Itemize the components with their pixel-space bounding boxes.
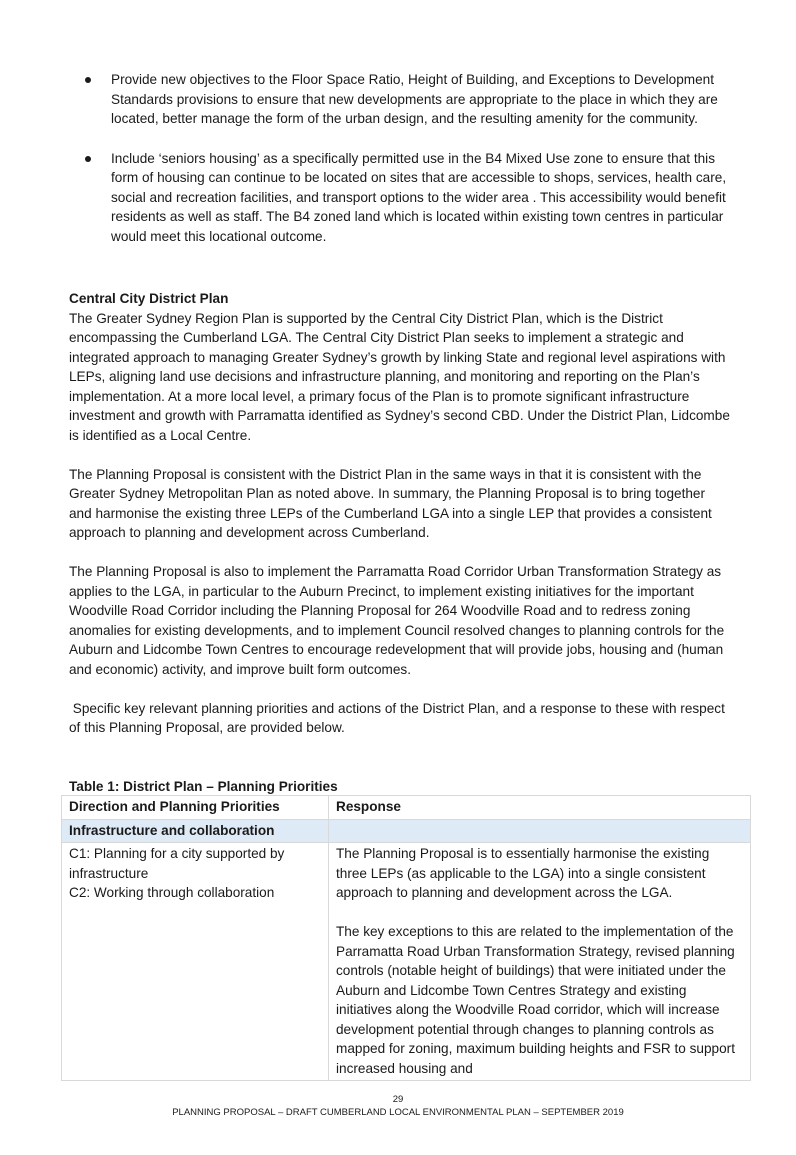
bullet-text: Provide new objectives to the Floor Space Ratio, Height of Building, and Exceptions to Development Standards provisions to ensure that new developments are appropriate to the place in which they are located, better manage the form of the urban design, and the resulting amenity for the community.	[111, 72, 718, 126]
group-label: Infrastructure and collaboration	[62, 819, 329, 843]
group-label-spacer	[329, 819, 751, 843]
bullet-dot-icon	[85, 77, 91, 83]
paragraph: The Planning Proposal is consistent with the District Plan in the same ways in that it is consistent with the Greater Sydney Metropolitan Plan as noted above. In summary, the Planning Proposal is to bring together and harmonise the existing three LEPs of the Cumberland LGA into a single LEP that provides a consistent approach to planning and development across Cumberland.	[69, 466, 712, 540]
response-paragraph: The key exceptions to this are related to the implementation of the Parramatta Road Urban Transformation Strategy, revised planning controls (notable height of buildings) that were initiated under the Auburn and Lidcombe Town Centres Strategy and existing initiatives along the Woodville Road corridor, which will increase development potential through changes to planning controls as mapped for zoning, maximum building heights and FSR to support increased housing and	[336, 924, 735, 1076]
response-cell	[329, 843, 751, 1081]
page-number: 29	[392, 1094, 404, 1105]
bullet-item	[83, 70, 733, 129]
district-plan-section	[69, 289, 731, 738]
bullet-list	[83, 70, 733, 266]
priority-item: C2: Working through collaboration	[69, 885, 275, 900]
table-title: Table 1: District Plan – Planning Priorities	[69, 779, 338, 794]
response-paragraph: The Planning Proposal is to essentially harmonise the existing three LEPs (as applicable to the LGA) into a single consistent approach to planning and development across the LGA.	[336, 846, 710, 900]
bullet-dot-icon	[85, 156, 91, 162]
column-header: Response	[329, 796, 751, 820]
table-row	[62, 843, 751, 1081]
paragraph: Specific key relevant planning priorities and actions of the District Plan, and a response to these with respect of this Planning Proposal, are provided below.	[69, 700, 729, 735]
table-group-row	[62, 819, 751, 843]
running-footer: PLANNING PROPOSAL – DRAFT CUMBERLAND LOCAL ENVIRONMENTAL PLAN – SEPTEMBER 2019	[172, 1107, 624, 1118]
priority-cell	[62, 843, 329, 1081]
paragraph: The Planning Proposal is also to implement the Parramatta Road Corridor Urban Transformation Strategy as applies to the LGA, in particular to the Auburn Precinct, to implement existing initiatives for the important Woodville Road Corridor including the Planning Proposal for 264 Woodville Road and to redress zoning anomalies for existing developments, and to implement Council resolved changes to planning controls for the Auburn and Lidcombe Town Centres to encourage redevelopment that will provide jobs, housing and (human and economic) activity, and improve built form outcomes.	[69, 564, 725, 677]
column-header: Direction and Planning Priorities	[62, 796, 329, 820]
section-heading: Central City District Plan	[69, 291, 229, 306]
paragraph: The Greater Sydney Region Plan is supported by the Central City District Plan, which is the District encompassing the Cumberland LGA. The Central City District Plan seeks to implement a strategic and integrated approach to managing Greater Sydney’s growth by linking State and regional level aspirations with LEPs, aligning land use decisions and infrastructure planning, and monitoring and reporting on the Plan’s implementation. At a more local level, a primary focus of the Plan is to promote significant infrastructure investment and growth with Parramatta identified as Sydney’s second CBD. Under the District Plan, Lidcombe is identified as a Local Centre.	[69, 310, 730, 443]
bullet-text: Include ‘seniors housing’ as a specifically permitted use in the B4 Mixed Use zone to ensure that this form of housing can continue to be located on sites that are accessible to shops, services, health care, social and recreation facilities, and transport options to the wider area . This accessibility would benefit residents as well as staff. The B4 zoned land which is located within existing town centres in particular would meet this locational outcome.	[111, 150, 727, 244]
bullet-item	[83, 149, 733, 247]
table-header-row	[62, 796, 751, 820]
planning-priorities-table	[61, 795, 751, 1081]
priority-item: C1: Planning for a city supported by infrastructure	[69, 846, 285, 881]
